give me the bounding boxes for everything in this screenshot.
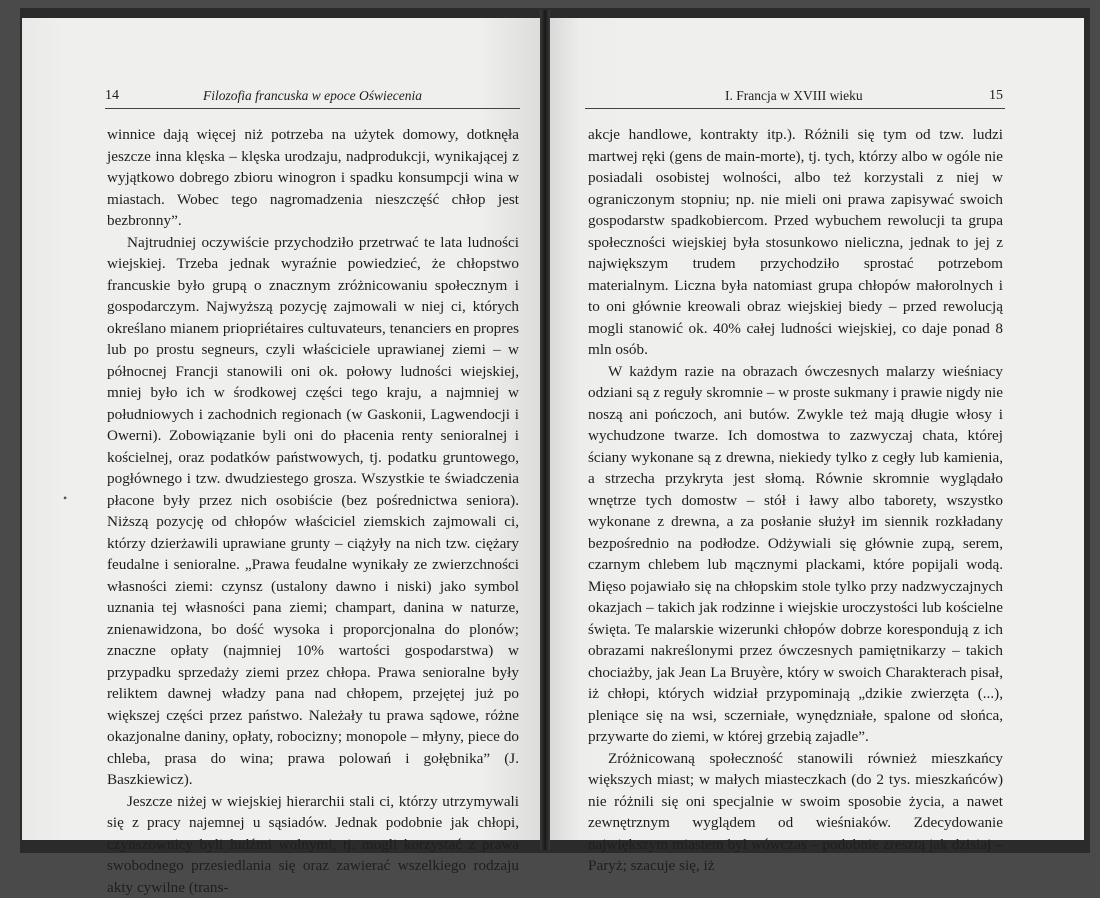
right-page-number: 15 xyxy=(989,88,1003,104)
margin-mark: • xyxy=(63,491,67,506)
left-running-title: Filozofia francuska w epoce Oświecenia xyxy=(203,88,422,104)
right-running-head xyxy=(585,88,1005,109)
right-paragraph-3: Zróżnicowaną społeczność stanowili również mieszkańcy większych miast; w małych miasteczkach (do 2 tys. mieszkańców) nie różnili się oni specjalnie w swoim sposobie życia, a nawet zewnętrznym wyglądem od wieśniaków. Zdecydowanie największym miastem był wówczas – podobnie zresztą jak dzisiaj – Paryż; szacuje się, iż xyxy=(588,748,1003,877)
right-paragraph-2: W każdym razie na obrazach ówczesnych malarzy wieśniacy odziani są z reguły skromnie – w proste sukmany i prawie nigdy nie noszą ani pończoch, ani butów. Zwykle też mają długie włosy i wychudzone twarze. Ich domostwa to zazwyczaj chata, której ściany wykonane są z drewna, niekiedy tylko z cegły lub kamienia, a strzecha przykryta jest słomą. Równie skromnie wyglądało wnętrze tych domostw – stół i ławy albo taborety, wszystko wykonane z drewna, a za posłanie służył im siennik rozkładany bezpośrednio na podłodze. Odżywiali się głównie zupą, serem, czarnym chlebem lub mącznymi plackami, które popijali wodą. Mięso pojawiało się na chłopskim stole tylko przy nadzwyczajnych okazjach – takich jak rodzinne i wiejskie uroczystości lub kościelne święta. Te malarskie wizerunki chłopów dobrze korespondują z ich obrazami nakreślonymi przez ówczesnych pamiętnikarzy – takich chociażby, jak Jean La Bruyère, który w swoich Charakterach pisał, iż chłopi, których widział przypominają „dzikie zwierzęta (...), pleniące się na wsi, sczerniałe, wynędzniałe, spalone od słońca, przywarte do ziemi, w której grzebią zajadle”. xyxy=(588,361,1003,748)
left-paragraph-3: Jeszcze niżej w wiejskiej hierarchii stali ci, którzy utrzymywali się z pracy najemnej u sąsiadów. Jednak podobnie jak chłopi, czynszownicy byli ludźmi wolnymi, tj. mogli korzystać z prawa swobodnego przesiedlania się oraz zawierać wszelkiego rodzaju akty cywilne (trans- xyxy=(107,791,519,898)
left-running-head xyxy=(105,88,520,109)
left-page-number: 14 xyxy=(105,88,119,104)
right-running-title: I. Francja w XVIII wieku xyxy=(725,88,863,104)
right-paragraph-1: akcje handlowe, kontrakty itp.). Różnili się tym od tzw. ludzi martwej ręki (gens de main-morte), tj. tych, którzy albo w ogóle nie posiadali osobistej wolności, albo też korzystali z niej w ograniczonym stopniu; np. nie mieli oni prawa zapisywać swoich gospodarstw spadkobiercom. Przed wybuchem rewolucji ta grupa społeczności wiejskiej była stosunkowo nieliczna, jednak to jej z największym trudem przychodziło sprostać potrzebom materialnym. Liczna była natomiast grupa chłopów małorolnych i to oni głównie kreowali obraz wiejskiej biedy – przed rewolucją mogli stanowić ok. 40% całej ludności wiejskiej, co daje ponad 8 mln osób. xyxy=(588,124,1003,361)
book-gutter xyxy=(540,10,550,850)
left-paragraph-1: winnice dają więcej niż potrzeba na użytek domowy, dotknęła jeszcze inna klęska – klęska urodzaju, nadprodukcji, wynikającej z wyjątkowo dobrego zbioru winogron i spadku konsumpcji wina w miastach. Wobec tego nagromadzenia nieszczęść chłop jest bezbronny”. xyxy=(107,124,519,232)
right-body-text xyxy=(588,124,1003,877)
left-paragraph-2: Najtrudniej oczywiście przychodziło przetrwać te lata ludności wiejskiej. Trzeba jednak wyraźnie powiedzieć, że chłopstwo francuskie było grupą o znacznym zróżnicowaniu społecznym i gospodarczym. Najwyższą pozycję zajmowali w niej ci, których określano mianem priopriétaires cultuvateurs, tenanciers en propres lub po prostu segneurs, czyli właściciele uprawianej ziemi – w północnej Francji stanowili oni ok. połowy ludności wiejskiej, mniej było ich w środkowej części tego kraju, a najmniej w południowych i zachodnich regionach (w Gaskonii, Lagwendocji i Owerni). Zobowiązanie byli oni do płacenia renty senioralnej i kościelnej, oraz podatków państwowych, tj. podatku gruntowego, pogłównego i tzw. dwudziestego grosza. Wszystkie te świadczenia płacone były przez nich osobiście (bez pośrednictwa seniora). Niższą pozycję od chłopów właściciel ziemskich zajmowali ci, którzy dzierżawili uprawiane grunty – ciążyły na nich tzw. ciężary feudalne i senioralne. „Prawa feudalne wynikały ze zwierzchności własności ziemi: czynsz (ustalony dawno i niski) jako symbol uznania tej własności pana ziemi; champart, danina w naturze, znienawidzona, bo dość wysoka i proporcjonalna do plonów; znaczne opłaty (najmniej 10% wartości gospodarstwa) w przypadku sprzedaży ziemi przez chłopa. Prawa senioralne były reliktem dawnej władzy pana nad chłopem, przejętej już po większej części przez państwo. Należały tu prawa sądowe, różne okazjonalne daniny, opłaty, robocizny; monopole – młyny, piece do chleba, prasa do wina; prawa polowań i gołębnika” (J. Baszkiewicz). xyxy=(107,232,519,791)
left-body-text xyxy=(107,124,519,898)
